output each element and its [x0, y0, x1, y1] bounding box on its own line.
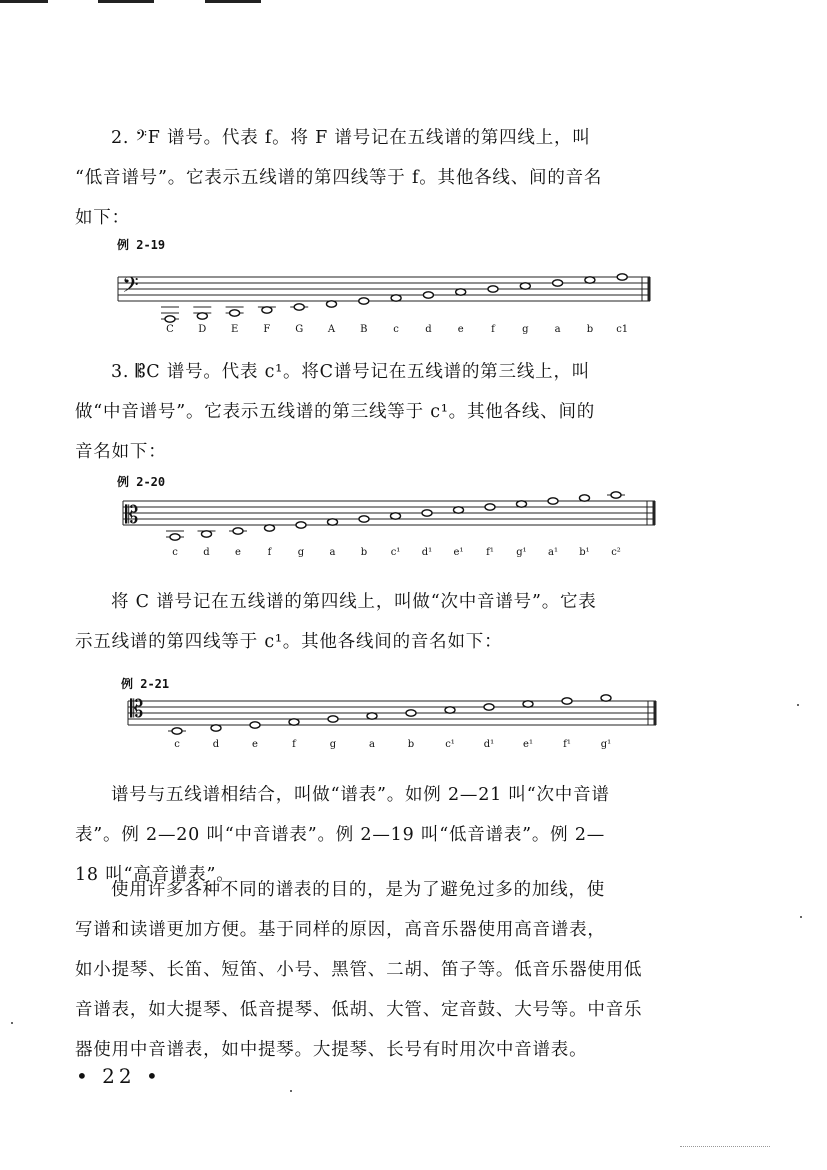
note-name: B [360, 324, 368, 335]
whole-note [548, 498, 558, 504]
whole-note [391, 295, 401, 301]
text-line: 如小提琴、长笛、短笛、小号、黑管、二胡、笛子等。低音乐器使用低 [75, 960, 643, 980]
note-name: c [172, 547, 178, 558]
note-name: c [393, 324, 399, 335]
whole-note [406, 710, 416, 716]
scan-mark [0, 0, 48, 3]
note-names [174, 739, 611, 750]
note-name: A [327, 324, 336, 335]
text-line: 2. 𝄢F 谱号。代表 f。将 F 谱号记在五线谱的第四线上，叫 [111, 128, 591, 148]
note-name: e [457, 324, 464, 335]
whole-note [165, 316, 175, 322]
whole-note [250, 722, 260, 728]
note-name: f¹ [563, 739, 571, 750]
note-name: d [212, 739, 220, 750]
text-line: 示五线谱的第四线等于 c¹。其他各线间的音名如下： [75, 632, 503, 652]
scan-speck [290, 1090, 292, 1092]
note-name: c¹ [445, 739, 455, 750]
whole-note [328, 716, 338, 722]
text-line: 3. 𝄡C 谱号。代表 c¹。将C谱号记在五线谱的第三线上，叫 [111, 362, 591, 382]
whole-note [391, 513, 401, 519]
tenor-clef-paragraph [75, 582, 715, 662]
whole-note [233, 528, 243, 534]
staff-example-2-19 [110, 260, 660, 340]
page-number: • 22 • [76, 1064, 162, 1088]
whole-note [585, 277, 595, 283]
section2-paragraph [75, 118, 715, 238]
example-label: 例 2-21 [121, 677, 170, 691]
text-line: 做“中音谱号”。它表示五线谱的第三线等于 c¹。其他各线、间的 [75, 402, 596, 422]
note-name: g [329, 739, 337, 750]
note-name: C [166, 324, 174, 335]
whole-note [422, 510, 432, 516]
whole-note [423, 292, 433, 298]
text-line: 如下： [75, 208, 130, 228]
whole-note [523, 701, 533, 707]
text-line: “低音谱号”。它表示五线谱的第四线等于 f。其他各线、间的音名 [75, 168, 603, 188]
notes [161, 274, 627, 322]
whole-note [211, 725, 221, 731]
note-name: e [252, 739, 258, 750]
note-name: E [230, 324, 239, 335]
whole-note [456, 289, 466, 295]
note-name: e¹ [453, 547, 464, 558]
whole-note [367, 713, 377, 719]
note-name: b¹ [579, 547, 590, 558]
whole-note [601, 695, 611, 701]
whole-note [170, 534, 180, 540]
text-line: 谱号与五线谱相结合，叫做“谱表”。如例 2—21 叫“次中音谱 [111, 785, 610, 805]
whole-note [611, 492, 621, 498]
note-name: d¹ [421, 547, 433, 558]
whole-note [296, 522, 306, 528]
bass-clef-icon: 𝄢 [122, 273, 139, 303]
note-name: a [369, 739, 375, 750]
whole-note [265, 525, 275, 531]
whole-note [328, 519, 338, 525]
note-name: a [554, 324, 561, 335]
whole-note [562, 698, 572, 704]
whole-note [553, 280, 563, 286]
whole-note [289, 719, 299, 725]
note-name: c1 [616, 324, 629, 335]
note-name: c¹ [390, 547, 401, 558]
note-names [166, 324, 628, 335]
note-name: g¹ [600, 739, 612, 750]
whole-note [294, 304, 304, 310]
whole-note [359, 298, 369, 304]
note-name: b [586, 324, 594, 335]
scan-mark [205, 0, 261, 3]
tenor-clef-icon: 𝄡 [130, 695, 144, 723]
scan-speck [800, 916, 802, 918]
clef-usage-paragraph [75, 870, 715, 1070]
note-name: c² [611, 547, 621, 558]
text-line: 音谱表，如大提琴、低音提琴、低胡、大管、定音鼓、大号等。中音乐 [75, 1000, 643, 1020]
whole-note [359, 516, 369, 522]
scan-mark [98, 0, 154, 3]
scan-smudge [680, 1146, 770, 1149]
whole-note [520, 283, 530, 289]
whole-note [484, 704, 494, 710]
scan-speck [797, 704, 799, 706]
text-line: 表”。例 2—20 叫“中音谱表”。例 2—19 叫“低音谱表”。例 2— [75, 825, 606, 845]
text-line: 使用许多各种不同的谱表的目的，是为了避免过多的加线，使 [111, 880, 606, 900]
note-names [172, 547, 621, 558]
staff-lines [118, 277, 650, 301]
text-line: 器使用中音谱表，如中提琴。大提琴、长号有时用次中音谱表。 [75, 1040, 588, 1060]
section3-paragraph [75, 352, 715, 472]
whole-note [172, 728, 182, 734]
text-line: 将 C 谱号记在五线谱的第四线上，叫做“次中音谱号”。它表 [111, 592, 597, 612]
note-name: f [491, 324, 495, 335]
note-name: a [329, 547, 336, 558]
whole-note [445, 707, 455, 713]
notes [166, 492, 625, 540]
note-name: f [267, 547, 272, 558]
note-name: D [198, 324, 207, 335]
note-name: g¹ [516, 547, 527, 558]
note-name: d¹ [483, 739, 495, 750]
note-name: a¹ [548, 547, 558, 558]
text-line: 18 叫“高音谱表”。 [75, 865, 235, 885]
note-name: G [295, 324, 304, 335]
note-name: f¹ [486, 547, 494, 558]
whole-note [262, 307, 272, 313]
whole-note [230, 310, 240, 316]
note-name: F [263, 324, 271, 335]
whole-note [485, 504, 495, 510]
note-name: c [174, 739, 180, 750]
note-name: e¹ [523, 739, 533, 750]
note-name: b [360, 547, 368, 558]
text-line: 音名如下： [75, 442, 167, 462]
note-name: f [292, 739, 296, 750]
whole-note [488, 286, 498, 292]
note-name: d [425, 324, 432, 335]
whole-note [454, 507, 464, 513]
text-line: 写谱和读谱更加方便。基于同样的原因，高音乐器使用高音谱表， [75, 920, 606, 940]
note-name: g [297, 547, 305, 558]
alto-clef-icon: 𝄡 [125, 501, 139, 529]
whole-note [202, 531, 212, 537]
scan-speck [11, 1022, 13, 1024]
note-name: e [235, 547, 241, 558]
whole-note [327, 301, 337, 307]
whole-note [617, 274, 627, 280]
note-name: d [203, 547, 210, 558]
whole-note [580, 495, 590, 501]
staff-example-2-21 [120, 686, 670, 766]
example-label: 例 2-20 [117, 475, 166, 489]
staff-example-2-20 [115, 486, 665, 566]
note-name: b [407, 739, 415, 750]
note-name: g [522, 324, 529, 335]
whole-note [517, 501, 527, 507]
whole-note [197, 313, 207, 319]
example-label: 例 2-19 [117, 238, 166, 252]
